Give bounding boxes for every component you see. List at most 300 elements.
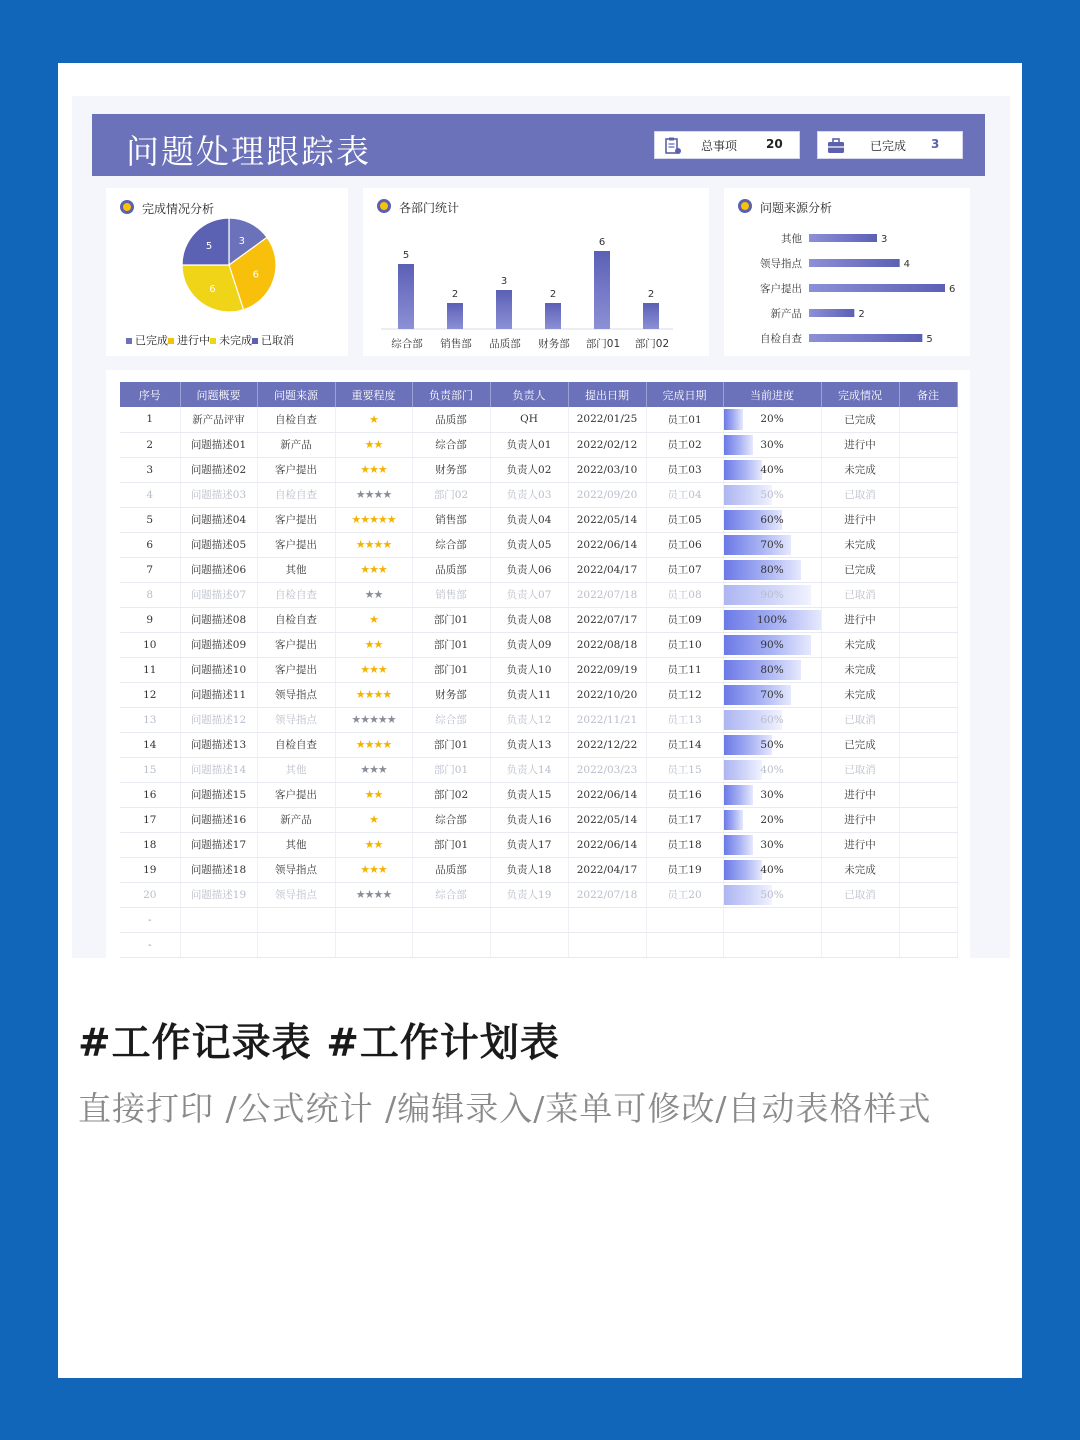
row-number[interactable]: - bbox=[120, 907, 180, 932]
department[interactable]: 财务部 bbox=[412, 457, 490, 482]
status[interactable]: 已完成 bbox=[821, 407, 899, 432]
completed-by[interactable]: 员工15 bbox=[646, 757, 723, 782]
owner[interactable]: 负责人09 bbox=[490, 632, 568, 657]
progress-cell[interactable] bbox=[723, 582, 821, 607]
progress-cell[interactable] bbox=[723, 507, 821, 532]
status[interactable]: 未完成 bbox=[821, 532, 899, 557]
issue-summary[interactable]: 问题描述08 bbox=[180, 607, 257, 632]
progress-cell[interactable] bbox=[723, 482, 821, 507]
department[interactable]: 部门01 bbox=[412, 607, 490, 632]
completed-by[interactable]: 员工17 bbox=[646, 807, 723, 832]
issue-summary[interactable]: 问题描述05 bbox=[180, 532, 257, 557]
row-number[interactable]: - bbox=[120, 932, 180, 957]
row-number[interactable]: 16 bbox=[120, 782, 180, 807]
empty-cell[interactable] bbox=[568, 932, 646, 957]
raised-date[interactable]: 2022/12/22 bbox=[568, 732, 646, 757]
progress-bar bbox=[724, 760, 763, 780]
issue-source[interactable]: 自检自查 bbox=[257, 607, 335, 632]
raised-date[interactable]: 2022/06/14 bbox=[568, 532, 646, 557]
column-header[interactable]: 备注 bbox=[899, 382, 957, 407]
issue-source[interactable]: 客户提出 bbox=[257, 657, 335, 682]
completed-by[interactable]: 员工16 bbox=[646, 782, 723, 807]
remark[interactable] bbox=[899, 557, 957, 582]
issue-source[interactable]: 自检自查 bbox=[257, 732, 335, 757]
issue-source[interactable]: 其他 bbox=[257, 557, 335, 582]
priority-stars[interactable] bbox=[335, 657, 412, 682]
owner[interactable]: 负责人17 bbox=[490, 832, 568, 857]
remark[interactable] bbox=[899, 707, 957, 732]
table-row[interactable] bbox=[120, 632, 957, 657]
issue-source[interactable]: 自检自查 bbox=[257, 582, 335, 607]
progress-cell[interactable] bbox=[723, 707, 821, 732]
column-header[interactable]: 重要程度 bbox=[335, 382, 412, 407]
table-row[interactable] bbox=[120, 457, 957, 482]
completed-by[interactable]: 员工08 bbox=[646, 582, 723, 607]
status[interactable]: 已完成 bbox=[821, 557, 899, 582]
priority-stars[interactable] bbox=[335, 707, 412, 732]
department[interactable]: 销售部 bbox=[412, 582, 490, 607]
owner[interactable]: 负责人04 bbox=[490, 507, 568, 532]
star-rating: ★★★ bbox=[360, 463, 387, 476]
completed-by[interactable]: 员工04 bbox=[646, 482, 723, 507]
pie-data-label: 3 bbox=[238, 235, 245, 247]
department[interactable]: 财务部 bbox=[412, 682, 490, 707]
raised-date[interactable]: 2022/05/14 bbox=[568, 507, 646, 532]
progress-cell[interactable] bbox=[723, 457, 821, 482]
empty-cell[interactable] bbox=[335, 932, 412, 957]
row-number[interactable]: 15 bbox=[120, 757, 180, 782]
priority-stars[interactable] bbox=[335, 557, 412, 582]
department[interactable]: 部门02 bbox=[412, 782, 490, 807]
table-row[interactable] bbox=[120, 782, 957, 807]
row-number[interactable]: 14 bbox=[120, 732, 180, 757]
department[interactable]: 部门01 bbox=[412, 732, 490, 757]
completed-by[interactable]: 员工18 bbox=[646, 832, 723, 857]
remark[interactable] bbox=[899, 582, 957, 607]
row-number[interactable]: 20 bbox=[120, 882, 180, 907]
issue-summary[interactable]: 问题描述04 bbox=[180, 507, 257, 532]
status[interactable]: 进行中 bbox=[821, 832, 899, 857]
status[interactable]: 进行中 bbox=[821, 432, 899, 457]
raised-date[interactable]: 2022/07/17 bbox=[568, 607, 646, 632]
table-row[interactable] bbox=[120, 432, 957, 457]
status[interactable]: 未完成 bbox=[821, 632, 899, 657]
table-row[interactable] bbox=[120, 657, 957, 682]
table-row[interactable] bbox=[120, 507, 957, 532]
progress-cell[interactable] bbox=[723, 432, 821, 457]
remark[interactable] bbox=[899, 857, 957, 882]
status[interactable]: 未完成 bbox=[821, 657, 899, 682]
empty-cell[interactable] bbox=[490, 907, 568, 932]
row-number[interactable]: 6 bbox=[120, 532, 180, 557]
department[interactable]: 品质部 bbox=[412, 407, 490, 432]
row-number[interactable]: 2 bbox=[120, 432, 180, 457]
status-panel bbox=[106, 188, 348, 356]
table-row[interactable] bbox=[120, 882, 957, 907]
owner[interactable]: 负责人10 bbox=[490, 657, 568, 682]
issue-summary[interactable]: 新产品评审 bbox=[180, 407, 257, 432]
priority-stars[interactable] bbox=[335, 857, 412, 882]
priority-stars[interactable] bbox=[335, 532, 412, 557]
completed-by[interactable]: 员工11 bbox=[646, 657, 723, 682]
table-row[interactable] bbox=[120, 682, 957, 707]
remark[interactable] bbox=[899, 732, 957, 757]
row-number[interactable]: 10 bbox=[120, 632, 180, 657]
issue-summary[interactable]: 问题描述16 bbox=[180, 807, 257, 832]
remark[interactable] bbox=[899, 807, 957, 832]
remark[interactable] bbox=[899, 457, 957, 482]
status[interactable]: 已取消 bbox=[821, 882, 899, 907]
status[interactable]: 进行中 bbox=[821, 507, 899, 532]
completed-by[interactable]: 员工14 bbox=[646, 732, 723, 757]
dept-bar bbox=[398, 264, 414, 329]
status[interactable]: 未完成 bbox=[821, 857, 899, 882]
legend-swatch bbox=[168, 338, 174, 344]
star-rating: ★★ bbox=[364, 588, 383, 601]
issue-source[interactable]: 领导指点 bbox=[257, 682, 335, 707]
issue-source[interactable]: 自检自查 bbox=[257, 407, 335, 432]
status[interactable]: 已取消 bbox=[821, 582, 899, 607]
raised-date[interactable]: 2022/08/18 bbox=[568, 632, 646, 657]
progress-cell[interactable] bbox=[723, 557, 821, 582]
owner[interactable]: 负责人07 bbox=[490, 582, 568, 607]
progress-cell[interactable] bbox=[723, 857, 821, 882]
department[interactable]: 部门01 bbox=[412, 657, 490, 682]
raised-date[interactable]: 2022/01/25 bbox=[568, 407, 646, 432]
department[interactable]: 品质部 bbox=[412, 857, 490, 882]
owner[interactable]: 负责人05 bbox=[490, 532, 568, 557]
raised-date[interactable]: 2022/04/17 bbox=[568, 857, 646, 882]
category-tick-label: 财务部 bbox=[538, 338, 570, 350]
bar-data-label: 2 bbox=[858, 309, 865, 320]
department[interactable]: 部门01 bbox=[412, 757, 490, 782]
progress-cell[interactable] bbox=[723, 657, 821, 682]
issue-source[interactable]: 领导指点 bbox=[257, 707, 335, 732]
dept-bar bbox=[643, 303, 659, 329]
progress-cell[interactable] bbox=[723, 732, 821, 757]
priority-stars[interactable] bbox=[335, 632, 412, 657]
row-number[interactable]: 7 bbox=[120, 557, 180, 582]
table-row[interactable] bbox=[120, 757, 957, 782]
status[interactable]: 进行中 bbox=[821, 807, 899, 832]
completed-by[interactable]: 员工12 bbox=[646, 682, 723, 707]
progress-cell[interactable] bbox=[723, 682, 821, 707]
row-number[interactable]: 3 bbox=[120, 457, 180, 482]
status[interactable]: 已取消 bbox=[821, 757, 899, 782]
row-number[interactable]: 17 bbox=[120, 807, 180, 832]
issue-summary[interactable]: 问题描述13 bbox=[180, 732, 257, 757]
issue-summary[interactable]: 问题描述18 bbox=[180, 857, 257, 882]
raised-date[interactable]: 2022/07/18 bbox=[568, 882, 646, 907]
owner[interactable]: QH bbox=[490, 407, 568, 432]
completed-by[interactable]: 员工10 bbox=[646, 632, 723, 657]
owner[interactable]: 负责人03 bbox=[490, 482, 568, 507]
remark[interactable] bbox=[899, 632, 957, 657]
page-title: 问题处理跟踪表 bbox=[126, 132, 371, 171]
raised-date[interactable]: 2022/02/12 bbox=[568, 432, 646, 457]
progress-cell[interactable] bbox=[723, 532, 821, 557]
remark[interactable] bbox=[899, 432, 957, 457]
progress-text: 60% bbox=[760, 513, 784, 526]
empty-cell[interactable] bbox=[723, 932, 821, 957]
issue-source[interactable]: 其他 bbox=[257, 832, 335, 857]
table-row[interactable] bbox=[120, 407, 957, 432]
department[interactable]: 部门02 bbox=[412, 482, 490, 507]
issue-summary[interactable]: 问题描述11 bbox=[180, 682, 257, 707]
issue-source[interactable]: 领导指点 bbox=[257, 882, 335, 907]
progress-cell[interactable] bbox=[723, 882, 821, 907]
empty-cell[interactable] bbox=[899, 932, 957, 957]
empty-cell[interactable] bbox=[568, 907, 646, 932]
status[interactable]: 已完成 bbox=[821, 732, 899, 757]
progress-cell[interactable] bbox=[723, 807, 821, 832]
department[interactable]: 综合部 bbox=[412, 432, 490, 457]
issue-summary[interactable]: 问题描述03 bbox=[180, 482, 257, 507]
issue-summary[interactable]: 问题描述19 bbox=[180, 882, 257, 907]
empty-cell[interactable] bbox=[257, 932, 335, 957]
empty-row[interactable] bbox=[120, 932, 957, 957]
raised-date[interactable]: 2022/03/23 bbox=[568, 757, 646, 782]
dept-panel bbox=[363, 188, 709, 356]
raised-date[interactable]: 2022/06/14 bbox=[568, 782, 646, 807]
department[interactable]: 部门01 bbox=[412, 832, 490, 857]
raised-date[interactable]: 2022/11/21 bbox=[568, 707, 646, 732]
dept-bar bbox=[594, 251, 610, 329]
row-number[interactable]: 8 bbox=[120, 582, 180, 607]
row-number[interactable]: 4 bbox=[120, 482, 180, 507]
owner[interactable]: 负责人08 bbox=[490, 607, 568, 632]
category-tick-label: 领导指点 bbox=[760, 258, 802, 270]
owner[interactable]: 负责人19 bbox=[490, 882, 568, 907]
row-number[interactable]: 13 bbox=[120, 707, 180, 732]
issue-summary[interactable]: 问题描述09 bbox=[180, 632, 257, 657]
column-header[interactable]: 当前进度 bbox=[723, 382, 821, 407]
row-number[interactable]: 19 bbox=[120, 857, 180, 882]
issue-summary[interactable]: 问题描述14 bbox=[180, 757, 257, 782]
features-caption: 直接打印 /公式统计 /编辑录入/菜单可修改/自动表格样式 bbox=[78, 1089, 932, 1128]
source-title-text: 问题来源分析 bbox=[760, 201, 833, 215]
row-number[interactable]: 9 bbox=[120, 607, 180, 632]
progress-cell[interactable] bbox=[723, 757, 821, 782]
priority-stars[interactable] bbox=[335, 807, 412, 832]
remark[interactable] bbox=[899, 407, 957, 432]
table-row[interactable] bbox=[120, 707, 957, 732]
owner[interactable]: 负责人14 bbox=[490, 757, 568, 782]
priority-stars[interactable] bbox=[335, 757, 412, 782]
issue-source[interactable]: 客户提出 bbox=[257, 532, 335, 557]
remark[interactable] bbox=[899, 757, 957, 782]
owner[interactable]: 负责人18 bbox=[490, 857, 568, 882]
completed-by[interactable]: 员工02 bbox=[646, 432, 723, 457]
priority-stars[interactable] bbox=[335, 832, 412, 857]
priority-stars[interactable] bbox=[335, 782, 412, 807]
priority-stars[interactable] bbox=[335, 882, 412, 907]
owner[interactable]: 负责人16 bbox=[490, 807, 568, 832]
issue-summary[interactable]: 问题描述12 bbox=[180, 707, 257, 732]
issue-source[interactable]: 领导指点 bbox=[257, 857, 335, 882]
priority-stars[interactable] bbox=[335, 682, 412, 707]
empty-cell[interactable] bbox=[646, 907, 723, 932]
status[interactable]: 进行中 bbox=[821, 782, 899, 807]
issue-summary[interactable]: 问题描述07 bbox=[180, 582, 257, 607]
completed-by[interactable]: 员工06 bbox=[646, 532, 723, 557]
empty-cell[interactable] bbox=[490, 932, 568, 957]
completed-by[interactable]: 员工01 bbox=[646, 407, 723, 432]
remark[interactable] bbox=[899, 832, 957, 857]
status[interactable]: 已取消 bbox=[821, 707, 899, 732]
issue-summary[interactable]: 问题描述01 bbox=[180, 432, 257, 457]
star-rating: ★ bbox=[369, 412, 378, 426]
raised-date[interactable]: 2022/09/20 bbox=[568, 482, 646, 507]
status[interactable]: 未完成 bbox=[821, 457, 899, 482]
column-header[interactable]: 完成日期 bbox=[646, 382, 723, 407]
issue-summary[interactable]: 问题描述15 bbox=[180, 782, 257, 807]
remark[interactable] bbox=[899, 482, 957, 507]
raised-date[interactable]: 2022/10/20 bbox=[568, 682, 646, 707]
table-row[interactable] bbox=[120, 557, 957, 582]
empty-cell[interactable] bbox=[412, 932, 490, 957]
row-number[interactable]: 18 bbox=[120, 832, 180, 857]
progress-bar bbox=[724, 460, 763, 480]
remark[interactable] bbox=[899, 507, 957, 532]
completed-by[interactable]: 员工05 bbox=[646, 507, 723, 532]
department[interactable]: 综合部 bbox=[412, 807, 490, 832]
column-header[interactable]: 序号 bbox=[120, 382, 180, 407]
completed-by[interactable]: 员工13 bbox=[646, 707, 723, 732]
completed-by[interactable]: 员工20 bbox=[646, 882, 723, 907]
empty-cell[interactable] bbox=[180, 907, 257, 932]
legend-item bbox=[126, 334, 168, 347]
star-rating: ★★★★ bbox=[355, 688, 392, 701]
remark[interactable] bbox=[899, 882, 957, 907]
department[interactable]: 品质部 bbox=[412, 557, 490, 582]
owner[interactable]: 负责人06 bbox=[490, 557, 568, 582]
department[interactable]: 部门01 bbox=[412, 632, 490, 657]
issue-summary[interactable]: 问题描述02 bbox=[180, 457, 257, 482]
completed-by[interactable]: 员工03 bbox=[646, 457, 723, 482]
star-rating: ★★ bbox=[364, 838, 383, 851]
progress-cell[interactable] bbox=[723, 632, 821, 657]
owner[interactable]: 负责人15 bbox=[490, 782, 568, 807]
column-header[interactable]: 提出日期 bbox=[568, 382, 646, 407]
column-header[interactable]: 完成情况 bbox=[821, 382, 899, 407]
empty-cell[interactable] bbox=[180, 932, 257, 957]
table-row[interactable] bbox=[120, 482, 957, 507]
department[interactable]: 销售部 bbox=[412, 507, 490, 532]
issue-source[interactable]: 客户提出 bbox=[257, 507, 335, 532]
issue-source[interactable]: 客户提出 bbox=[257, 632, 335, 657]
issue-summary[interactable]: 问题描述17 bbox=[180, 832, 257, 857]
completed-by[interactable]: 员工07 bbox=[646, 557, 723, 582]
completed-by[interactable]: 员工19 bbox=[646, 857, 723, 882]
priority-stars[interactable] bbox=[335, 432, 412, 457]
issue-source[interactable]: 新产品 bbox=[257, 807, 335, 832]
empty-cell[interactable] bbox=[335, 907, 412, 932]
status-panel-title bbox=[120, 200, 214, 217]
status[interactable]: 未完成 bbox=[821, 682, 899, 707]
table-row[interactable] bbox=[120, 582, 957, 607]
remark[interactable] bbox=[899, 657, 957, 682]
empty-cell[interactable] bbox=[821, 932, 899, 957]
star-rating: ★★★★ bbox=[355, 888, 392, 901]
owner[interactable]: 负责人01 bbox=[490, 432, 568, 457]
raised-date[interactable]: 2022/03/10 bbox=[568, 457, 646, 482]
department[interactable]: 综合部 bbox=[412, 532, 490, 557]
table-row[interactable] bbox=[120, 857, 957, 882]
raised-date[interactable]: 2022/06/14 bbox=[568, 832, 646, 857]
empty-cell[interactable] bbox=[723, 907, 821, 932]
table-row[interactable] bbox=[120, 732, 957, 757]
priority-stars[interactable] bbox=[335, 482, 412, 507]
remark[interactable] bbox=[899, 607, 957, 632]
empty-cell[interactable] bbox=[646, 932, 723, 957]
completed-by[interactable]: 员工09 bbox=[646, 607, 723, 632]
owner[interactable]: 负责人13 bbox=[490, 732, 568, 757]
column-header[interactable]: 问题来源 bbox=[257, 382, 335, 407]
issue-source[interactable]: 其他 bbox=[257, 757, 335, 782]
raised-date[interactable]: 2022/04/17 bbox=[568, 557, 646, 582]
priority-stars[interactable] bbox=[335, 507, 412, 532]
status[interactable]: 进行中 bbox=[821, 607, 899, 632]
clipboard-icon bbox=[663, 136, 683, 156]
remark[interactable] bbox=[899, 682, 957, 707]
owner[interactable]: 负责人11 bbox=[490, 682, 568, 707]
issue-summary[interactable]: 问题描述10 bbox=[180, 657, 257, 682]
progress-cell[interactable] bbox=[723, 607, 821, 632]
row-number[interactable]: 12 bbox=[120, 682, 180, 707]
status[interactable]: 已取消 bbox=[821, 482, 899, 507]
department[interactable]: 综合部 bbox=[412, 707, 490, 732]
priority-stars[interactable] bbox=[335, 582, 412, 607]
priority-stars[interactable] bbox=[335, 457, 412, 482]
table-row[interactable] bbox=[120, 532, 957, 557]
department[interactable]: 综合部 bbox=[412, 882, 490, 907]
issue-summary[interactable]: 问题描述06 bbox=[180, 557, 257, 582]
table-row[interactable] bbox=[120, 832, 957, 857]
priority-stars[interactable] bbox=[335, 407, 412, 432]
row-number[interactable]: 5 bbox=[120, 507, 180, 532]
column-header[interactable]: 问题概要 bbox=[180, 382, 257, 407]
table-row[interactable] bbox=[120, 807, 957, 832]
row-number[interactable]: 1 bbox=[120, 407, 180, 432]
issue-source[interactable]: 新产品 bbox=[257, 432, 335, 457]
owner[interactable]: 负责人02 bbox=[490, 457, 568, 482]
progress-cell[interactable] bbox=[723, 832, 821, 857]
progress-cell[interactable] bbox=[723, 782, 821, 807]
table-row[interactable] bbox=[120, 607, 957, 632]
progress-cell[interactable] bbox=[723, 407, 821, 432]
column-header[interactable]: 负责人 bbox=[490, 382, 568, 407]
column-header[interactable]: 负责部门 bbox=[412, 382, 490, 407]
priority-stars[interactable] bbox=[335, 732, 412, 757]
issue-source[interactable]: 自检自查 bbox=[257, 482, 335, 507]
raised-date[interactable]: 2022/09/19 bbox=[568, 657, 646, 682]
raised-date[interactable]: 2022/07/18 bbox=[568, 582, 646, 607]
raised-date[interactable]: 2022/05/14 bbox=[568, 807, 646, 832]
empty-cell[interactable] bbox=[412, 907, 490, 932]
owner[interactable]: 负责人12 bbox=[490, 707, 568, 732]
remark[interactable] bbox=[899, 532, 957, 557]
priority-stars[interactable] bbox=[335, 607, 412, 632]
empty-row[interactable] bbox=[120, 907, 957, 932]
row-number[interactable]: 11 bbox=[120, 657, 180, 682]
empty-cell[interactable] bbox=[821, 907, 899, 932]
empty-cell[interactable] bbox=[257, 907, 335, 932]
empty-cell[interactable] bbox=[899, 907, 957, 932]
issue-source[interactable]: 客户提出 bbox=[257, 782, 335, 807]
issue-source[interactable]: 客户提出 bbox=[257, 457, 335, 482]
remark[interactable] bbox=[899, 782, 957, 807]
